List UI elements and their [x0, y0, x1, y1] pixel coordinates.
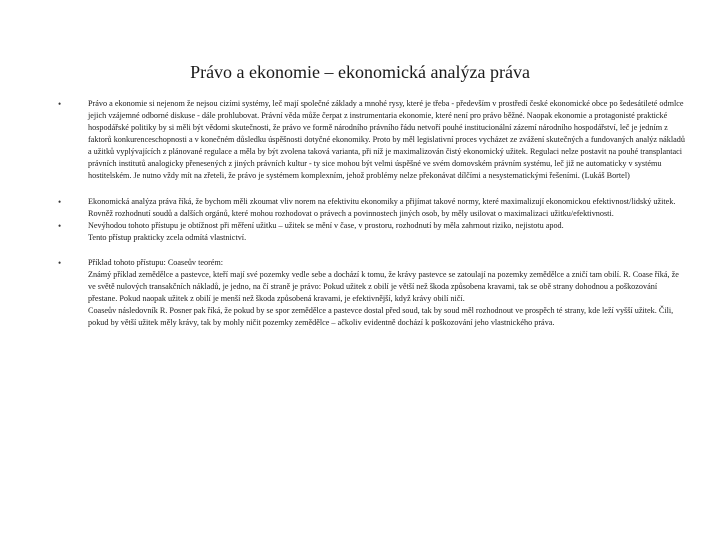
- bullet-text-law-and-economics: Právo a ekonomie si nejenom že nejsou cizími systémy, leč mají společné základy a mnohé rysy, které je třeba - především v prostředí české ekonomické obce po šedesátileté odmlce jejich vzájemné odborné diskuse - dále prohlubovat. Právní věda může čerpat z instrumentaria ekonomie, které není pro právo běžné. Naopak ekonomie a protagonisté praktické hospodářské politiky by si měli být vědomi skutečnosti, že právo ve formě národního právního řádu netvoří pouhé institucionální zázemí národního hospodářství, leč je jedním z faktorů konkurenceschopnosti a v konečném důsledku úspěšnosti dotyčné ekonomiky. Proto by měl legislativní proces vycházet ze zvážení skutečných a fundovaných analýz nákladů a užitků vyplývajících z plánované regulace a měla by být zvolena taková varianta, při níž je maximalizován čistý ekonomický užitek. Regulaci nelze postavit na pouhé transplantaci právních institutů analogicky přenesených z jiných právních kultur - ty sice mohou být velmi úspěšné ve svém domovském právním systému, leč již ne automaticky v systému hostitelském. Je nutno vždy mít na zřeteli, že právo je systémem komplexním, jehož problémy nelze překonávat dílčími a nesystematickými řešeními. (Lukáš Bortel): [88, 99, 685, 180]
- bullet-marker: •: [58, 220, 62, 231]
- bullet-list: [58, 98, 686, 329]
- bullet-marker: •: [58, 99, 62, 109]
- bullet-text-disadvantages: Nevýhodou tohoto přístupu je obtížnost při měření užitku – užitek se mění v čase, v prostoru, rozhodnutí by měla zahrnout riziko, nejistotu apod. Tento přístup prakticky zcela odmítá vlastnictví.: [88, 220, 564, 242]
- bullet-marker: •: [58, 258, 62, 269]
- bullet-item: [58, 98, 686, 182]
- bullet-text-coase-theorem: Příklad tohoto přístupu: Coaseův teorém: Známý příklad zemědělce a pastevce, kteří mají své pozemky vedle sebe a dochází k tomu, že krávy pastevce se zatoulají na pozemky zemědělce a zničí tam obilí. R. Coase říká, že ve světě nulových transakčních nákladů, je jedno, na čí straně je právo: Pokud užitek z obilí je větší než škoda způsobena kravami, tak se obě strany dohodnou a poškozování přestane. Pokud naopak užitek z obilí je menší než škoda způsobená kravami, je efektivnější, když krávy obilí ničí. Coaseův následovník R. Posner pak říká, že pokud by se spor zemědělce a pastevce dostal před soud, tak by soud měl rozhodnout ve prospěch té strany, kde leží vyšší užitek. Čili, pokud by větší užitek měly krávy, tak by mohly ničit pozemky zemědělce – ačkoliv evidentně dochází k poškozování jeho vlastnického práva.: [88, 258, 679, 328]
- bullet-text-economic-analysis: Ekonomická analýza práva říká, že bychom měli zkoumat vliv norem na efektivitu ekonomiky a přijímat takové normy, které maximalizují ekonomickou efektivnost/lidský užitek. Rovněž rozhodnutí soudů a dalších orgánů, které mohou rozhodovat o právech a povinnostech jiných osob, by měly usilovat o maximalizaci užitku/efektivnosti.: [88, 196, 676, 218]
- bullet-item: [58, 257, 686, 329]
- slide-title: Právo a ekonomie – ekonomická analýza práva: [190, 62, 530, 82]
- bullet-marker: •: [58, 196, 62, 207]
- bullet-item: [58, 196, 686, 220]
- bullet-item: [58, 220, 686, 244]
